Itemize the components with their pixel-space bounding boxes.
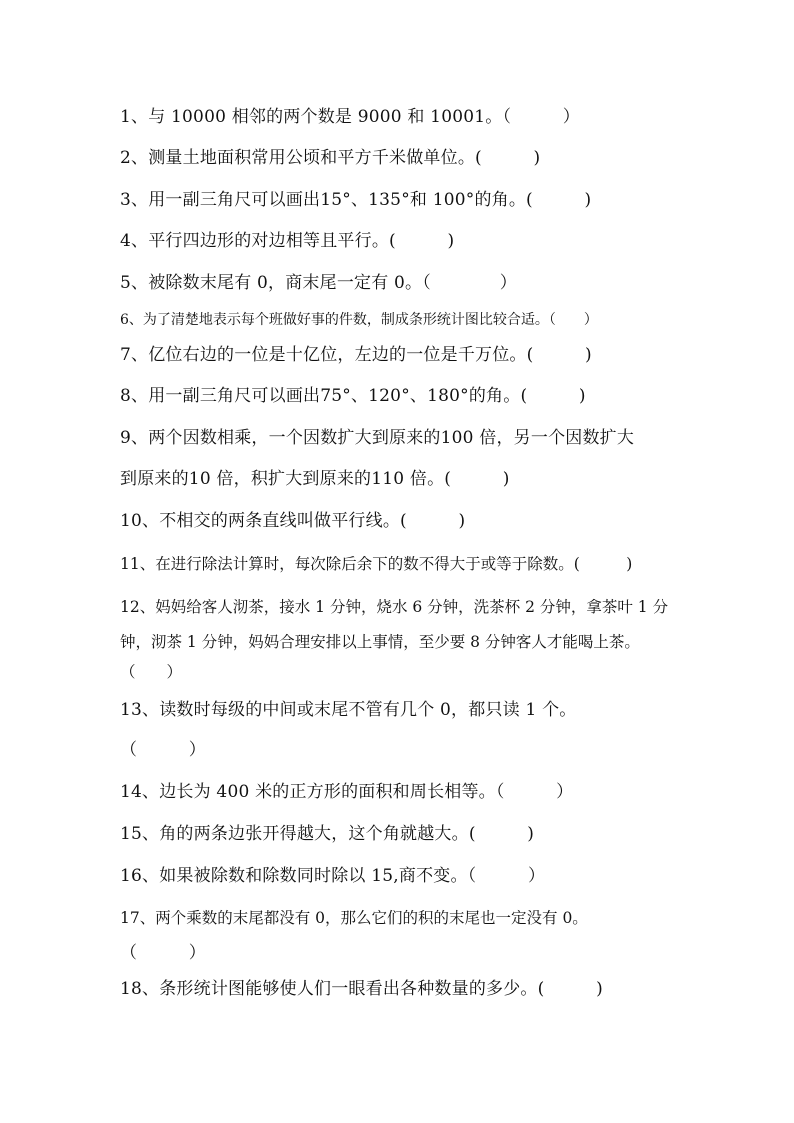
question-17-answer: （ ）	[120, 943, 206, 963]
question-15: 15、角的两条边张开得越大，这个角就越大。( )	[120, 824, 535, 844]
question-5: 5、被除数末尾有 0，商末尾一定有 0。（ ）	[120, 273, 517, 293]
question-13: 13、读数时每级的中间或末尾不管有几个 0，都只读 1 个。	[120, 700, 577, 720]
question-9-line-2: 到原来的10 倍，积扩大到原来的110 倍。( )	[120, 469, 510, 489]
question-9-line-1: 9、两个因数相乘，一个因数扩大到原来的100 倍，另一个因数扩大	[120, 428, 635, 448]
question-4: 4、平行四边形的对边相等且平行。( )	[120, 231, 455, 251]
question-12-line-2: 钟，沏茶 1 分钟，妈妈合理安排以上事情，至少要 8 分钟客人才能喝上茶。	[120, 633, 640, 651]
question-1: 1、与 10000 相邻的两个数是 9000 和 10001。（ ）	[120, 107, 580, 127]
question-7: 7、亿位右边的一位是十亿位，左边的一位是千万位。( )	[120, 345, 592, 365]
question-11: 11、在进行除法计算时，每次除后余下的数不得大于或等于除数。( )	[120, 555, 633, 573]
question-3: 3、用一副三角尺可以画出15°、135°和 100°的角。( )	[120, 190, 592, 210]
question-12-answer: （ ）	[120, 663, 183, 681]
question-16: 16、如果被除数和除数同时除以 15,商不变。（ ）	[120, 866, 546, 886]
question-8: 8、用一副三角尺可以画出75°、120°、180°的角。( )	[120, 386, 586, 406]
question-12-line-1: 12、妈妈给客人沏茶，接水 1 分钟，烧水 6 分钟，洗茶杯 2 分钟，拿茶叶 1 分	[120, 598, 669, 616]
question-10: 10、不相交的两条直线叫做平行线。( )	[120, 511, 466, 531]
question-14: 14、边长为 400 米的正方形的面积和周长相等。（ ）	[120, 782, 574, 802]
question-6: 6、为了清楚地表示每个班做好事的件数，制成条形统计图比较合适。（ ）	[120, 312, 598, 328]
question-13-answer: （ ）	[120, 740, 206, 760]
question-17: 17、两个乘数的末尾都没有 0，那么它们的积的末尾也一定没有 0。	[120, 909, 588, 927]
question-18: 18、条形统计图能够使人们一眼看出各种数量的多少。( )	[120, 979, 603, 999]
question-2: 2、测量土地面积常用公顷和平方千米做单位。( )	[120, 148, 541, 168]
